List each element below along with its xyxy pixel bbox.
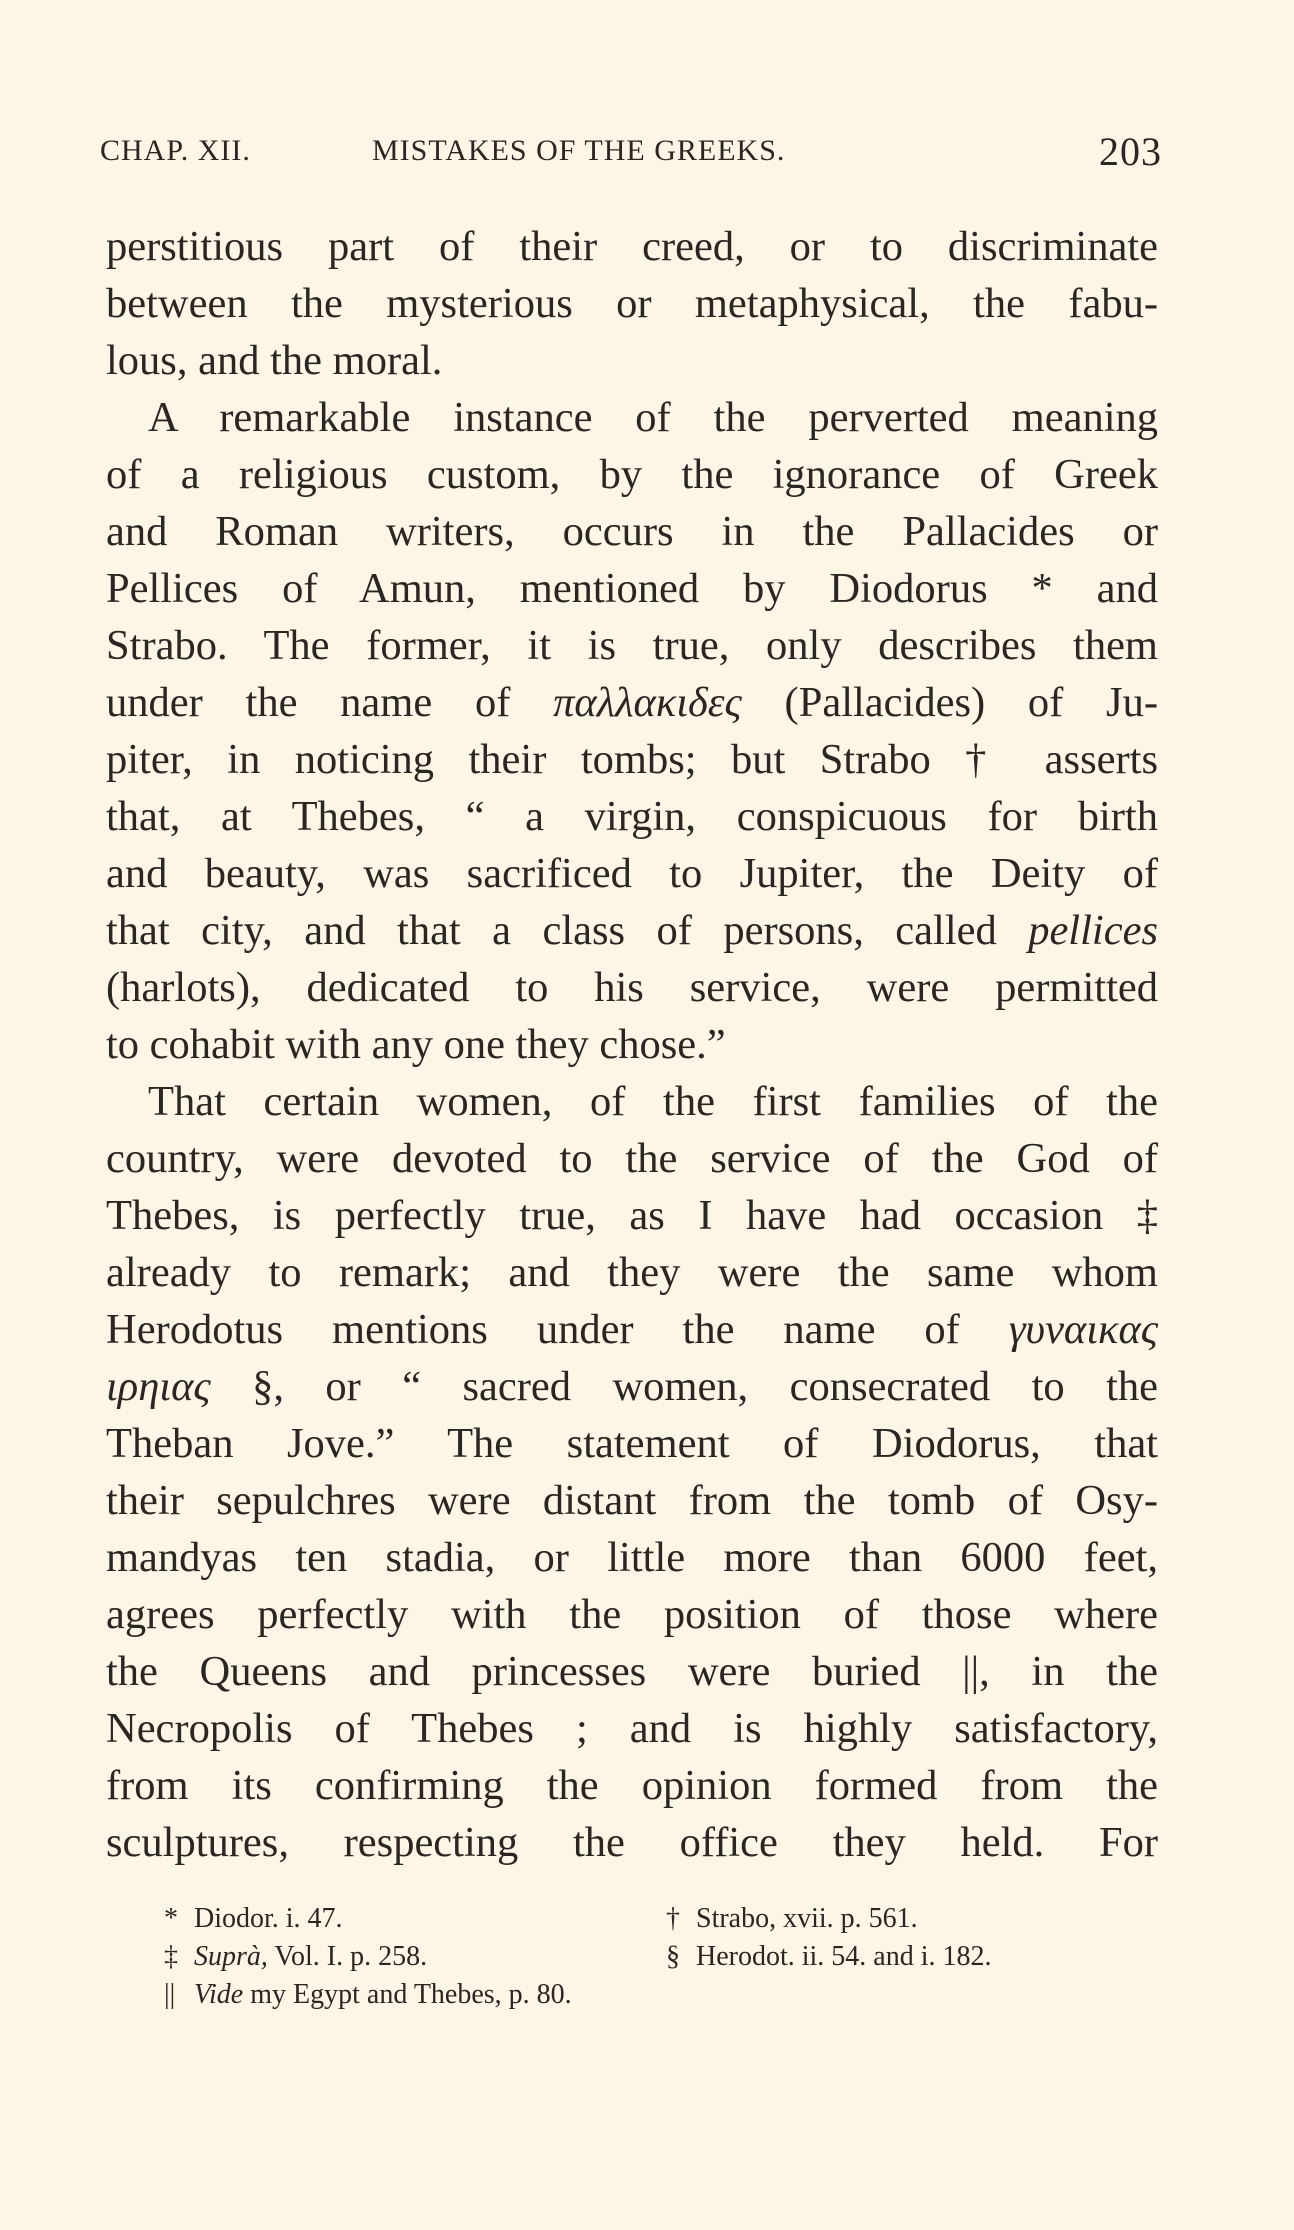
text-line: piter, in noticing their tombs; but Strabo † asserts: [106, 736, 1158, 783]
text-line: mandyas ten stadia, or little more than 6000 feet,: [106, 1534, 1158, 1581]
text-line: the Queens and princesses were buried ||, in the: [106, 1648, 1158, 1695]
running-title: MISTAKES OF THE GREEKS.: [372, 134, 786, 167]
footnote: [666, 1900, 918, 1938]
text-span: §, or “ sacred women, consecrated to the: [210, 1363, 1158, 1410]
footnotes: [164, 1900, 1124, 2014]
text-line: their sepulchres were distant from the tomb of Osy-: [106, 1477, 1158, 1524]
text-line: Thebes, is perfectly true, as I have had occasion ‡: [106, 1192, 1158, 1239]
footnote-italic: Suprà,: [194, 1941, 268, 1972]
footnote-text: Strabo, xvii. p. 561.: [696, 1903, 918, 1934]
text-line: to cohabit with any one they chose.”: [106, 1021, 726, 1068]
footnote-text: Herodot. ii. 54. and i. 182.: [696, 1941, 992, 1972]
greek-word: γυναικας: [1008, 1306, 1158, 1353]
text-line: (harlots), dedicated to his service, were permitted: [106, 964, 1158, 1011]
text-line: Strabo. The former, it is true, only describes them: [106, 622, 1158, 669]
text-line: A remarkable instance of the perverted meaning: [148, 394, 1158, 441]
text-span: Herodotus mentions under the name of: [106, 1306, 1009, 1353]
footnote: [164, 1938, 427, 1976]
body-text: [106, 218, 1158, 1871]
text-line: and beauty, was sacrificed to Jupiter, the Deity of: [106, 850, 1158, 897]
footnote-mark: ‡: [164, 1941, 178, 1972]
footnote-row: [164, 1900, 1124, 1938]
text-span: that city, and that a class of persons, called: [106, 907, 1029, 954]
text-line: from its confirming the opinion formed from the: [106, 1762, 1158, 1809]
text-line: and Roman writers, occurs in the Pallacides or: [106, 508, 1158, 555]
footnote-row: [164, 1976, 1124, 2014]
text-line: [106, 902, 1158, 959]
text-line: agrees perfectly with the position of those where: [106, 1591, 1158, 1638]
text-line: That certain women, of the first families of the: [148, 1078, 1158, 1125]
footnote-mark: §: [666, 1941, 680, 1972]
text-line: [106, 1358, 1158, 1415]
footnote-mark: *: [164, 1903, 178, 1934]
text-line: [106, 674, 1158, 731]
chapter-label: CHAP. XII.: [100, 134, 251, 167]
greek-word: παλλακιδες: [553, 679, 742, 726]
italic-word: pellices: [1028, 907, 1158, 954]
footnote-text: Diodor. i. 47.: [194, 1903, 343, 1934]
text-line: country, were devoted to the service of the God of: [106, 1135, 1158, 1182]
running-header: [100, 128, 1162, 178]
footnote: [164, 1900, 343, 1938]
text-line: Theban Jove.” The statement of Diodorus, that: [106, 1420, 1158, 1467]
footnote: [164, 1976, 572, 2014]
footnote: [666, 1938, 992, 1976]
text-span: under the name of: [106, 679, 554, 726]
footnote-row: [164, 1938, 1124, 1976]
text-line: that, at Thebes, “ a virgin, conspicuous for birth: [106, 793, 1158, 840]
text-line: sculptures, respecting the office they held. For: [106, 1819, 1158, 1866]
text-line: Necropolis of Thebes ; and is highly satisfactory,: [106, 1705, 1158, 1752]
page-number: 203: [1099, 129, 1162, 174]
footnote-text: Vol. I. p. 258.: [267, 1941, 428, 1972]
text-span: (Pallacides) of Ju-: [741, 679, 1158, 726]
text-line: already to remark; and they were the same whom: [106, 1249, 1158, 1296]
text-line: lous, and the moral.: [106, 337, 443, 384]
text-line: of a religious custom, by the ignorance of Greek: [106, 451, 1158, 498]
footnote-italic: Vide: [194, 1979, 244, 2010]
footnote-text: my Egypt and Thebes, p. 80.: [243, 1979, 572, 2010]
footnote-mark: ||: [164, 1979, 176, 2010]
text-line: perstitious part of their creed, or to discriminate: [106, 223, 1158, 270]
text-line: [106, 1301, 1158, 1358]
greek-word: ιρηιας: [106, 1363, 211, 1410]
footnote-mark: †: [666, 1903, 680, 1934]
text-line: between the mysterious or metaphysical, the fabu-: [106, 280, 1158, 327]
text-line: Pellices of Amun, mentioned by Diodorus * and: [106, 565, 1158, 612]
